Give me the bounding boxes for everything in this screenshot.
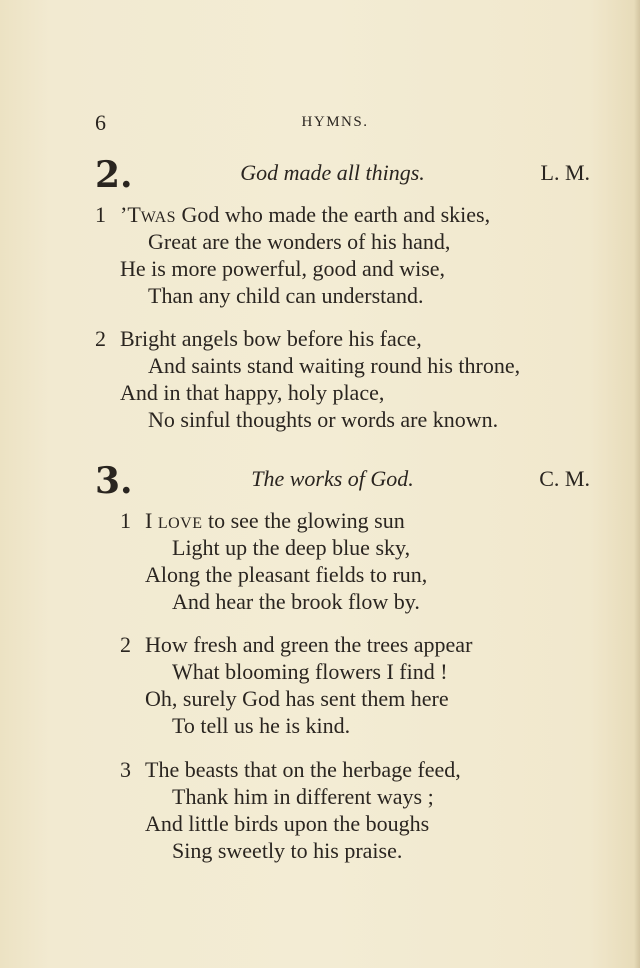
verse-line [95, 810, 595, 837]
verse-line [95, 406, 595, 433]
hymn-meter: L. M. [540, 160, 590, 185]
verse-line [95, 712, 595, 739]
stanza [95, 756, 595, 864]
verse-text: Light up the deep blue sky, [172, 535, 411, 560]
verse-line [95, 228, 595, 255]
verse-text: Thank him in different ways ; [172, 784, 434, 809]
opening-word-capital: I [145, 508, 158, 533]
verse-line [95, 837, 595, 864]
verse-line [95, 685, 595, 712]
stanza-number: 2 [95, 326, 106, 351]
hymn-number: 2. [95, 154, 133, 196]
verse-line [95, 507, 595, 534]
verse-text: And hear the brook flow by. [172, 589, 420, 614]
verse-line [95, 783, 595, 810]
verse-text: And little birds upon the boughs [145, 811, 430, 836]
verse-line [95, 658, 595, 685]
verse-text [120, 201, 490, 231]
verse-text: Bright angels bow before his face, [120, 326, 422, 351]
hymn-heading [95, 460, 590, 502]
verse-text: To tell us he is kind. [172, 713, 351, 738]
verse-text: Sing sweetly to his praise. [172, 838, 403, 863]
stanza-number: 3 [120, 757, 131, 782]
verse-text [145, 507, 405, 537]
verse-text: He is more powerful, good and wise, [120, 256, 446, 281]
stanza [95, 507, 595, 615]
stanza-number: 2 [120, 632, 131, 657]
verse-line [95, 255, 595, 282]
verse-line [95, 561, 595, 588]
page-edge-shadow [634, 0, 640, 968]
verse-line [95, 282, 595, 309]
verse-text: Oh, surely God has sent them here [145, 686, 449, 711]
verse-text-rest: to see the glowing sun [202, 508, 405, 533]
verse-line [95, 379, 595, 406]
opening-word-capital: ’T [120, 202, 141, 227]
verse-line [95, 631, 595, 658]
hymn-number: 3. [95, 460, 133, 502]
verse-text: The beasts that on the herbage feed, [145, 757, 461, 782]
verse-text: What blooming flowers I find ! [172, 659, 448, 684]
verse-text: And saints stand waiting round his throne, [148, 353, 521, 378]
opening-word-small-caps: LOVE [157, 515, 203, 532]
page-number: 6 [95, 110, 106, 135]
stanza [95, 201, 595, 309]
hymn-title: God made all things. [240, 160, 425, 185]
verse-line [95, 325, 595, 352]
verse-text: Than any child can understand. [148, 283, 424, 308]
stanza-number: 1 [95, 202, 106, 227]
verse-text-rest: God who made the earth and skies, [176, 202, 491, 227]
verse-line [95, 588, 595, 615]
stanza [95, 631, 595, 739]
verse-text: No sinful thoughts or words are known. [148, 407, 499, 432]
verse-text: Great are the wonders of his hand, [148, 229, 451, 254]
verse-line [95, 352, 595, 379]
verse-line [95, 534, 595, 561]
hymn-title: The works of God. [251, 466, 414, 491]
verse-text: Along the pleasant fields to run, [145, 562, 428, 587]
verse-text: How fresh and green the trees appear [145, 632, 473, 657]
hymn-meter: C. M. [539, 466, 590, 491]
stanza-number: 1 [120, 508, 131, 533]
hymn-heading [95, 154, 590, 196]
running-head [95, 110, 575, 134]
verse-line [95, 201, 595, 228]
running-title: HYMNS. [301, 114, 369, 130]
verse-line [95, 756, 595, 783]
verse-text: And in that happy, holy place, [120, 380, 385, 405]
opening-word-small-caps: WAS [140, 209, 177, 226]
stanza [95, 325, 595, 433]
